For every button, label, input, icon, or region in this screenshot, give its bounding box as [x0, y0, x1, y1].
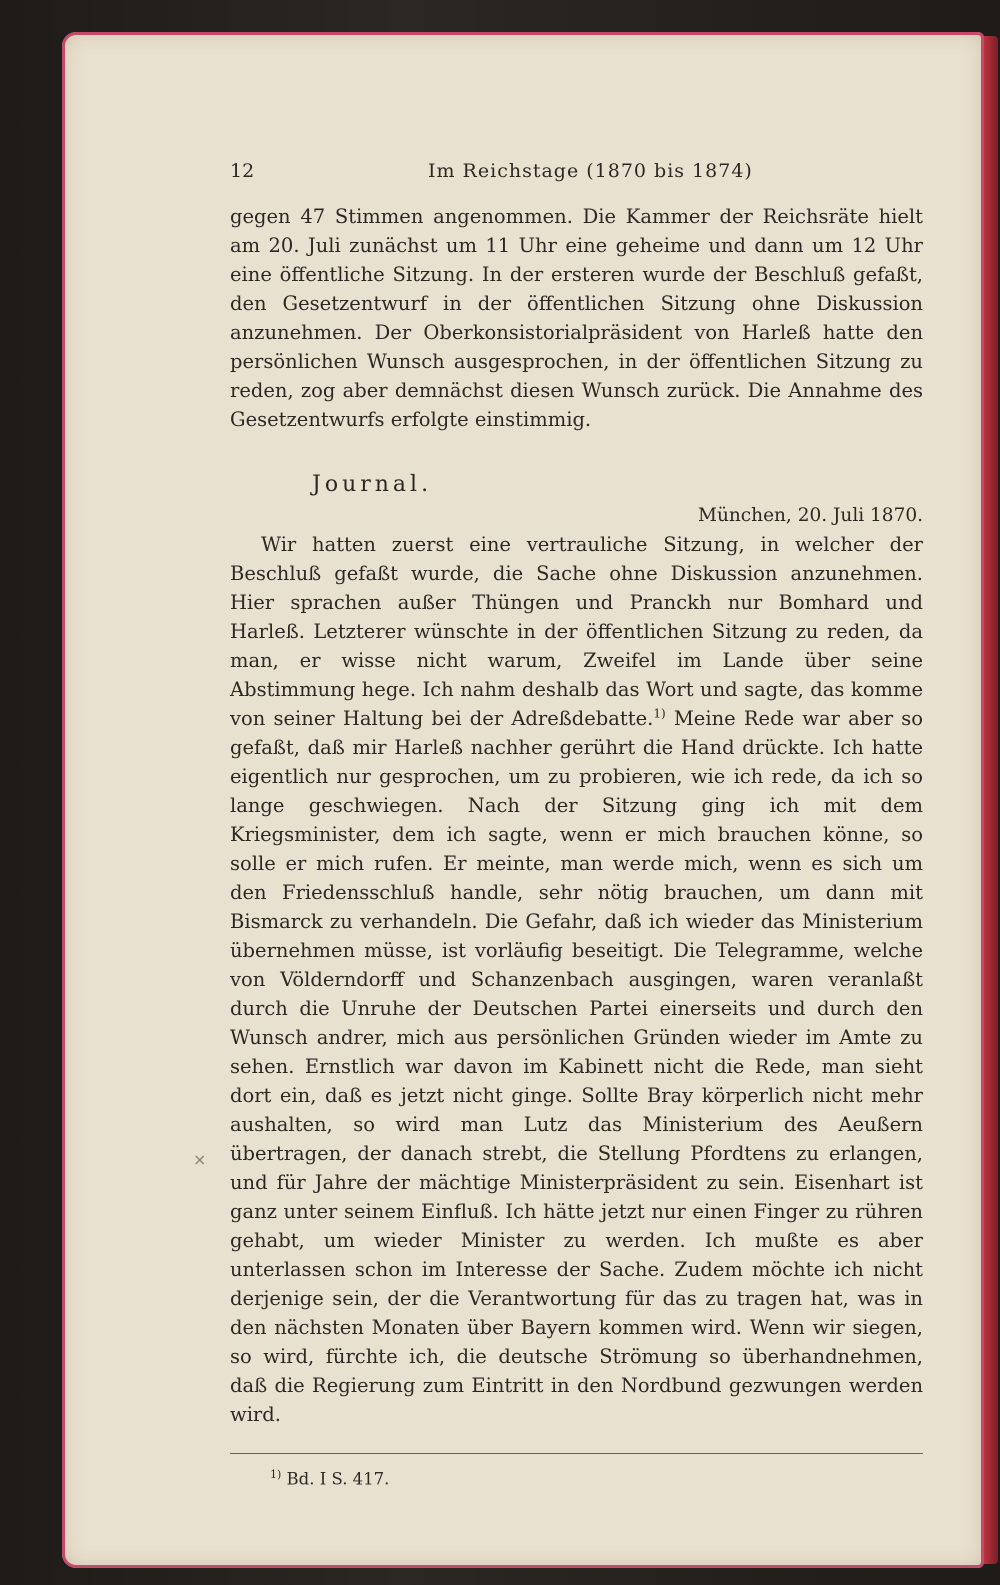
journal-text-part-2: Meine Rede war aber so gefaßt, daß mir Harleß nachher gerührt die Hand drückte. Ich hatte eigentlich nur gesprochen, um zu probieren, wie ich rede, da ich so lange geschwiegen. Nach der Sitzung ging ich mit dem Kriegsminister, dem ich sagte, wenn er mich brauchen könne, so solle er mich rufen. Er meinte, man werde mich, wenn es sich um den Friedensschluß handle, sehr nötig brauchen, um dann mit Bismarck zu verhandeln. Die Gefahr, daß ich wieder das Ministerium übernehmen müsse, ist vorläufig beseitigt. Die Telegramme, welche von Völderndorff und Schanzenbach ausgingen, waren veranlaßt durch die Unruhe der Deutschen Partei einerseits und durch den Wunsch andrer, mich aus persönlichen Gründen wieder im Amte zu sehen. Ernstlich war davon im Kabinett nicht die Rede, man sieht dort ein, daß es jetzt nicht ginge. Sollte Bray körperlich nicht mehr aushalten, so wird man Lutz das Ministerium des Aeußern übertragen, der danach strebt, die Stellung Pfordtens zu erlangen, und für Jahre der mächtige Ministerpräsident zu sein. Eisenhart ist ganz unter seinem Einfluß. Ich hätte jetzt nur einen Finger zu rühren gehabt, um wieder Minister zu werden. Ich mußte es aber unterlassen schon im Interesse der Sache. Zudem möchte ich nicht derjenige sein, der die Verantwortung für das zu tragen hat, was in den nächsten Monaten über Bayern kommen wird. Wenn wir siegen, so wird, fürchte ich, die deutsche Strömung so überhandnehmen, daß die Regierung zum Eintritt in den Nordbund gezwungen werden wird.	[230, 707, 923, 1426]
footnote-divider	[230, 1453, 923, 1454]
journal-text-part-1: Wir hatten zuerst eine vertrauliche Sitzung, in welcher der Beschluß gefaßt wurde, die Sache ohne Diskussion anzunehmen. Hier sprachen außer Thüngen und Pranckh nur Bomhard und Harleß. Letzterer wünschte in der öffentlichen Sitzung zu reden, da man, er wisse nicht warum, Zweifel im Lande über seine Abstimmung hege. Ich nahm deshalb das Wort und sagte, das komme von seiner Haltung bei der Adreßdebatte.	[230, 533, 923, 730]
running-title: Im Reichstage (1870 bis 1874)	[428, 160, 753, 182]
pencil-margin-mark: ×	[193, 1150, 207, 1169]
journal-dateline: München, 20. Juli 1870.	[698, 505, 923, 526]
paragraph-reichsraete: gegen 47 Stimmen angenommen. Die Kammer der Reichsräte hielt am 20. Juli zunächst um 11 Uhr eine geheime und dann um 12 Uhr eine öffentliche Sitzung. In der ersteren wurde der Beschluß gefaßt, den Gesetzentwurf in der öffentlichen Sitzung ohne Diskussion anzunehmen. Der Oberkonsistorialpräsident von Harleß hatte den persönlichen Wunsch ausgesprochen, in der öffentlichen Sitzung zu reden, zog aber demnächst diesen Wunsch zurück. Die Annahme des Gesetzentwurfs erfolgte einstimmig.	[230, 205, 923, 431]
footnote	[270, 1468, 923, 1489]
page-number: 12	[230, 160, 255, 182]
page-header	[230, 160, 923, 190]
journal-entry	[230, 530, 923, 1429]
footnote-text: Bd. I S. 417.	[281, 1469, 390, 1489]
page-content	[230, 160, 923, 1489]
journal-heading: Journal.	[312, 472, 433, 497]
footnote-marker: 1)	[270, 1468, 282, 1481]
footnote-reference: 1)	[653, 706, 666, 721]
